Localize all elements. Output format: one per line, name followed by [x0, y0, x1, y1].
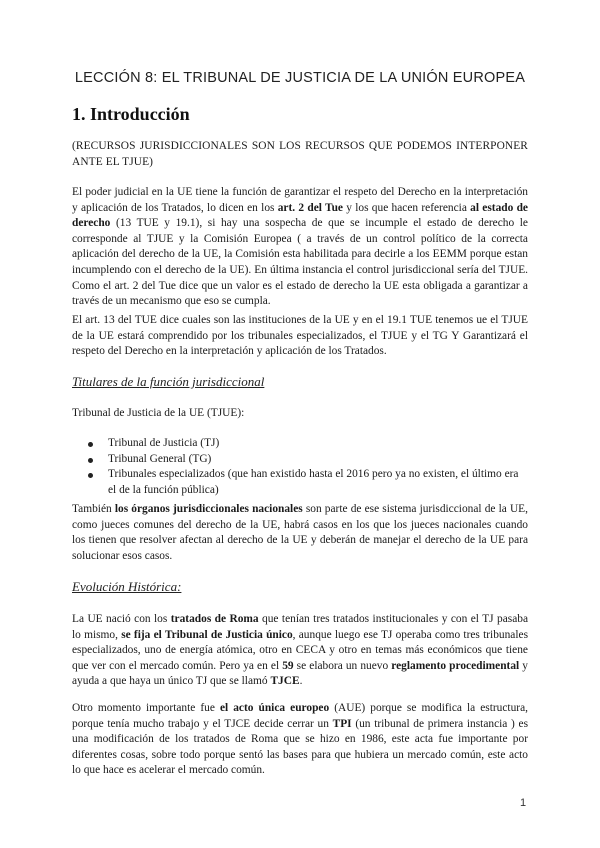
p4-bold-tratados-roma: tratados de Roma [170, 613, 259, 625]
p1-text-a: El poder judicial en la UE tiene la función de garantizar el respeto del Derecho en la interpretación y aplicación de los Tratados, lo dicen en los [72, 186, 528, 214]
p4-text-c: que tenían tres tratados institucionales y con el TJ pasaba lo mismo, [72, 613, 529, 641]
p4-bold-59: 59 [282, 659, 294, 672]
bullet-icon [88, 442, 93, 447]
bullet-icon [88, 458, 93, 463]
p4-text-a: La UE nació con los [72, 613, 171, 625]
paragraph-acta-unica [72, 701, 528, 779]
p5-bold-acta-unica: el acto única europeo [219, 702, 330, 714]
p5-text-d: (un tribunal de primera instancia ) es una modificación de los tratados de Roma que se hizo en 1986, este acta fue importante por diferentes cosas, sobre todo porque sentó las bases para que hubiera un mercado común, este acto lo que hace es acelerar el mercado común. [72, 717, 529, 777]
lesson-title: LECCIÓN 8: EL TRIBUNAL DE JUSTICIA DE LA UNIÓN EUROPEA [74, 70, 526, 86]
list-item-text: Tribunal de Justicia (TJ) [108, 437, 220, 449]
p4-text-g: . [299, 675, 303, 688]
p4-bold-tjce: TJCE [270, 675, 300, 688]
p3-bold-organos: los órganos jurisdiccionales nacionales [114, 503, 303, 515]
p5-bold-tpi: TPI [332, 717, 352, 730]
p1-text-d: (13 TUE y 19.1), si hay una sospecha de que se incumple el estado de derecho le corresponde al TJUE y la Comisión Europea ( a través de un control político de la correcta aplicación del derecho de la UE, la Comisión esta habilitada para decirle a los EEMM porque estan incumplendo con el derecho de la UE). En última instancia el control jurisdiccional sería del TJUE. Como el art. 2 del Tue dice que un valor es el estado de derecho la UE esta obligada a garantizar a través de un mecanismo que eso se cumpla. [72, 217, 528, 308]
p5-text-a: Otro momento importante fue [72, 702, 220, 714]
note-recursos: (RECURSOS JURISDICCIONALES SON LOS RECURSOS QUE PODEMOS INTERPONER ANTE EL TJUE) [72, 140, 528, 168]
section-heading-introduction: 1. Introducción [72, 104, 190, 124]
p3-text-c: son parte de ese sistema jurisdiccional de la UE, como jueces comunes del derecho de la UE, habrá casos en los que los jueces nacionales cuando los tienen que resolver afectan al derecho de la UE y deberán de manejar el derecho de la UE para solucionar esos casos. [72, 503, 528, 562]
subheading-evolucion: Evolución Histórica: [72, 579, 182, 594]
tribunal-list [72, 436, 528, 498]
paragraph-organos-nacionales [72, 502, 528, 564]
p4-bold-reglamento: reglamento procedimental [391, 659, 520, 672]
p5-text-c: (AUE) porque se modifica la estructura, porque tenía mucho trabajo y el TJCE decide cerrar un [72, 702, 528, 730]
paragraph-tratados-roma [72, 612, 528, 690]
bullet-icon [88, 473, 93, 478]
list-item [72, 436, 528, 452]
paragraph-poder-judicial [72, 185, 528, 310]
p1-text-c: y los que hacen referencia [342, 201, 471, 214]
page-number: 1 [520, 797, 527, 809]
list-item-text: Tribunales especializados (que han existido hasta el 2016 pero ya no existen, el último era el de la función pública) [108, 468, 519, 496]
paragraph-art13: El art. 13 del TUE dice cuales son las instituciones de la UE y en el 19.1 TUE tenemos ue el TJUE de la UE estará comprendido por los tribunales especializados, el TJUE y el TG Y Garantizará el respeto del Derecho en la interpretación y aplicación de los Tratados. [72, 314, 528, 358]
list-item [72, 452, 528, 468]
list-item [72, 467, 528, 498]
p4-text-e: se elabora un nuevo [293, 659, 392, 672]
p1-bold-art2: art. 2 del Tue [277, 201, 343, 214]
tjue-label: Tribunal de Justicia de la UE (TJUE): [72, 407, 245, 419]
subheading-titulares: Titulares de la función jurisdiccional [72, 374, 265, 389]
p4-text-d: , aunque luego ese TJ operaba como tres tribunales especializados, uno de energía atómica, otro en CECA y otro en temas más económicos que tiene que ver con el mercado común. Pero ya en el [72, 628, 528, 672]
p4-bold-tribunal-unico: se fija el Tribunal de Justicia único [121, 628, 293, 641]
p3-text-a: También [72, 503, 115, 515]
p1-bold-estado-derecho: al estado de derecho [72, 201, 528, 230]
list-item-text: Tribunal General (TG) [108, 452, 212, 465]
p4-text-f: y ayuda a que haya un único TJ que se llamó [72, 659, 529, 688]
